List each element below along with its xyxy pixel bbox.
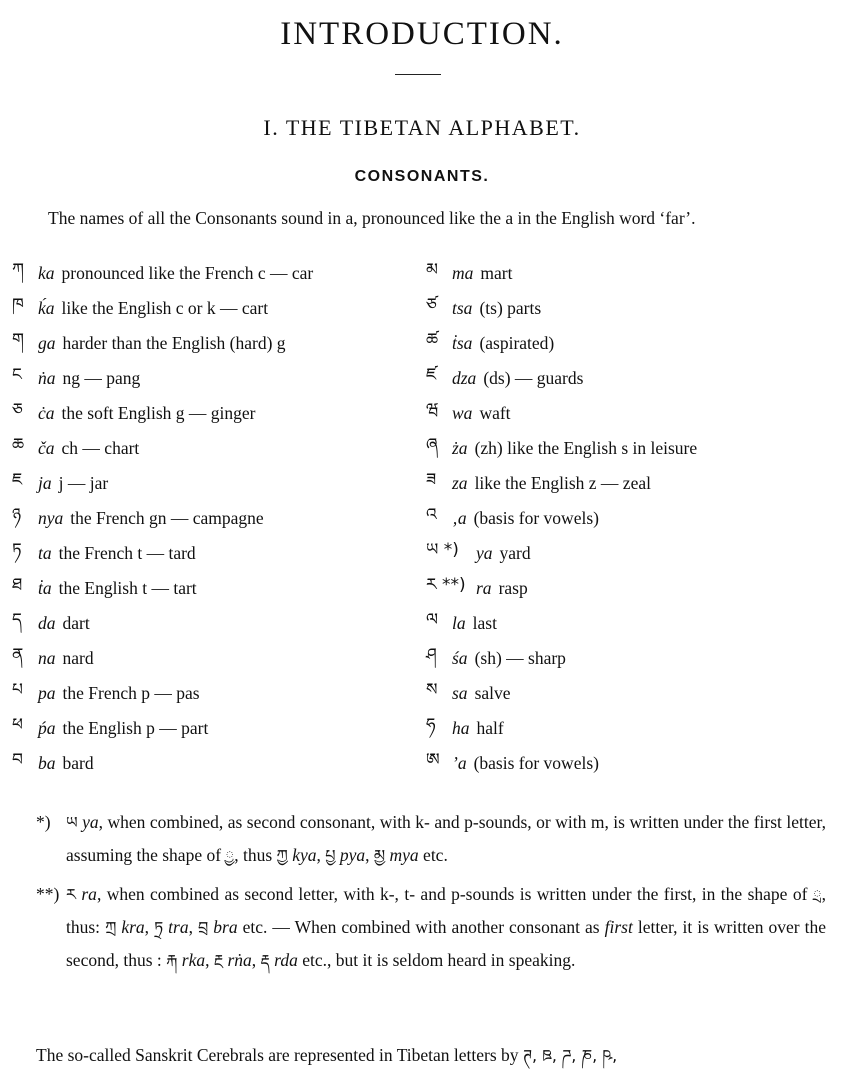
transliteration: za — [452, 473, 468, 493]
pronunciation: last — [472, 613, 497, 633]
pronunciation: (ds) — guards — [483, 368, 584, 388]
transliteration: ya — [82, 812, 99, 832]
tibetan-letter: ཇ — [12, 469, 23, 490]
tibetan-letter: ར — [66, 885, 76, 904]
transliteration: ḱa — [38, 298, 55, 318]
transliteration: kya — [292, 845, 317, 865]
transliteration: dza — [452, 368, 477, 388]
separator: , — [316, 845, 326, 865]
pronunciation: (aspirated) — [479, 333, 555, 353]
tibetan-letter: བ — [12, 749, 23, 770]
consonant-row — [12, 396, 422, 431]
transliteration: rda — [274, 950, 298, 970]
tibetan-letter: ཏ — [12, 539, 22, 560]
consonant-row — [12, 466, 422, 501]
transliteration: ta — [38, 543, 52, 563]
pronunciation: yard — [499, 543, 531, 563]
consonant-row — [12, 746, 422, 781]
section-title: I. THE TIBETAN ALPHABET. — [263, 115, 581, 140]
tibetan-letter: ཨ — [426, 749, 440, 770]
pronunciation: (sh) — sharp — [474, 648, 566, 668]
footnotes — [36, 806, 826, 983]
consonant-row — [426, 641, 836, 676]
transliteration: rṅa — [227, 950, 252, 970]
consonant-row — [426, 466, 836, 501]
transliteration: ha — [452, 718, 470, 738]
consonant-row — [426, 431, 836, 466]
pronunciation: the French gn — campagne — [70, 508, 264, 528]
footnote-text: letter, it is written over the second, thus : — [66, 917, 826, 970]
transliteration: ṫsa — [452, 333, 473, 353]
footnote-text: , thus: — [66, 884, 826, 937]
transliteration: sa — [452, 683, 468, 703]
tibetan-letter: ཡ *) — [426, 539, 459, 560]
tibetan-letter: ཟ — [426, 469, 437, 490]
tibetan-letter: ཉ — [12, 504, 22, 525]
transliteration: wa — [452, 403, 473, 423]
pronunciation: mart — [480, 263, 513, 283]
pronunciation: half — [476, 718, 504, 738]
tibetan-letter: ན — [12, 644, 24, 665]
pronunciation: the French p — pas — [62, 683, 200, 703]
pronunciation: waft — [479, 403, 511, 423]
footnote-text: etc. — When combined with another consonant as — [237, 917, 605, 937]
separator: , — [188, 917, 198, 937]
separator: , — [205, 950, 214, 970]
pronunciation: (ts) parts — [479, 298, 542, 318]
pronunciation: ng — pang — [62, 368, 141, 388]
consonant-row — [12, 326, 422, 361]
tibetan-letter: འ — [426, 504, 437, 525]
consonant-column-left — [12, 256, 422, 781]
transliteration: ’a — [452, 753, 467, 773]
tibetan-example: ཀྱ — [276, 846, 288, 865]
transliteration: pya — [339, 845, 366, 865]
cerebral-letters: ཊ, ཋ, ཌ, ཎ, ཥ, — [522, 1046, 618, 1065]
transliteration: ya — [476, 543, 493, 563]
pronunciation: rasp — [498, 578, 528, 598]
tibetan-example: མྱ — [373, 846, 386, 865]
separator: , — [251, 950, 261, 970]
pronunciation: (basis for vowels) — [473, 753, 599, 773]
consonant-row — [12, 676, 422, 711]
transliteration: ṅa — [38, 368, 56, 388]
tibetan-letter: ཐ — [12, 574, 23, 595]
pronunciation: salve — [474, 683, 511, 703]
consonant-row — [12, 641, 422, 676]
tibetan-example: བྲ — [198, 918, 209, 937]
consonant-row — [426, 571, 836, 606]
footnote-text: , when combined as second letter, with k-, t- and p-sounds is written under the first, in the shape of — [96, 884, 813, 904]
tibetan-letter: ག — [12, 329, 24, 350]
consonant-row — [426, 291, 836, 326]
emphasis: first — [604, 917, 633, 937]
pronunciation: j — jar — [58, 473, 109, 493]
tibetan-example: རྡ — [260, 951, 270, 970]
pronunciation: nard — [62, 648, 94, 668]
consonant-column-right — [426, 256, 836, 781]
tibetan-letter: ཡ — [66, 813, 78, 832]
cerebrals-line — [36, 1038, 836, 1083]
footnote-text: etc., but it is seldom heard in speaking. — [297, 950, 576, 970]
tibetan-example: རྐ — [166, 951, 178, 970]
transliteration: tsa — [452, 298, 473, 318]
footnote-marker: **) — [36, 884, 60, 904]
transliteration: ga — [38, 333, 56, 353]
pronunciation: (zh) like the English s in leisure — [474, 438, 698, 458]
transliteration: ja — [38, 473, 52, 493]
footnote-ya — [36, 806, 826, 872]
tibetan-example: ཏྲ — [154, 918, 164, 937]
tibetan-letter: ཆ — [12, 434, 25, 455]
transliteration: ča — [38, 438, 55, 458]
transliteration: ma — [452, 263, 474, 283]
transliteration: ṫa — [38, 578, 52, 598]
consonant-row — [426, 606, 836, 641]
consonant-row — [426, 746, 836, 781]
tibetan-letter: ཀ — [12, 259, 24, 280]
tibetan-letter: ད — [12, 609, 22, 630]
transliteration: mya — [389, 845, 419, 865]
pronunciation: ch — chart — [61, 438, 140, 458]
transliteration: tra — [168, 917, 189, 937]
footnote-text: , thus — [234, 845, 277, 865]
separator: , — [144, 917, 155, 937]
consonant-row — [426, 536, 836, 571]
tibetan-letter: ར **) — [426, 574, 466, 595]
tibetan-letter: ཞ — [426, 434, 438, 455]
pronunciation: pronounced like the French c — car — [61, 263, 314, 283]
consonant-row — [426, 711, 836, 746]
transliteration: ra — [81, 884, 97, 904]
transliteration: kra — [121, 917, 145, 937]
tibetan-example: རྔ — [213, 951, 224, 970]
tibetan-letter: མ — [426, 259, 438, 280]
pronunciation: the soft English g — ginger — [61, 403, 256, 423]
transliteration: nya — [38, 508, 64, 528]
consonant-row — [12, 361, 422, 396]
tibetan-letter: ཝ — [426, 399, 439, 420]
pronunciation: the French t — tard — [58, 543, 196, 563]
tibetan-letter: པ — [12, 679, 23, 700]
cerebrals-text: The so-called Sanskrit Cerebrals are represented in Tibetan letters by — [36, 1045, 523, 1065]
transliteration: śa — [452, 648, 468, 668]
transliteration: rka — [181, 950, 206, 970]
pronunciation: (basis for vowels) — [473, 508, 599, 528]
pronunciation: the English t — tart — [58, 578, 197, 598]
consonant-row — [426, 326, 836, 361]
pronunciation: the English p — part — [62, 718, 209, 738]
intro-paragraph: The names of all the Consonants sound in a, pronounced like the a in the English word ‘far’. — [48, 208, 696, 228]
pronunciation: dart — [62, 613, 90, 633]
consonant-row — [426, 256, 836, 291]
transliteration: ża — [452, 438, 468, 458]
consonant-row — [426, 396, 836, 431]
tibetan-letter: ང — [12, 364, 22, 385]
footnote-text: etc. — [418, 845, 448, 865]
footnote-marker: *) — [36, 812, 51, 832]
pronunciation: like the English c or k — cart — [61, 298, 269, 318]
transliteration: da — [38, 613, 56, 633]
transliteration: ka — [38, 263, 55, 283]
consonant-row — [12, 256, 422, 291]
tibetan-letter: ཙ — [426, 294, 437, 315]
tibetan-letter: ཕ — [12, 714, 23, 735]
transliteration: na — [38, 648, 56, 668]
transliteration: ra — [476, 578, 492, 598]
tibetan-letter: ཧ — [426, 714, 436, 735]
consonant-row — [12, 536, 422, 571]
tibetan-letter: ཤ — [426, 644, 437, 665]
tibetan-letter: ཁ — [12, 294, 24, 315]
consonant-row — [426, 361, 836, 396]
subsection-title: CONSONANTS. — [354, 168, 490, 185]
tibetan-letter: ལ — [426, 609, 439, 630]
transliteration: ċa — [38, 403, 55, 423]
transliteration: bra — [213, 917, 238, 937]
subscript-shape: ྱ — [225, 846, 235, 865]
transliteration: pa — [38, 683, 56, 703]
page-title: INTRODUCTION. — [280, 16, 564, 52]
tibetan-letter: ས — [426, 679, 438, 700]
footnote-text: , when combined, as second consonant, with k- and p-sounds, or with m, is written under the first letter, assuming the shape of — [66, 812, 826, 865]
transliteration: ṕa — [38, 718, 56, 738]
transliteration: ‚a — [452, 508, 467, 528]
pronunciation: harder than the English (hard) g — [62, 333, 286, 353]
consonant-row — [426, 676, 836, 711]
consonant-row — [12, 501, 422, 536]
tibetan-example: ཀྲ — [105, 918, 117, 937]
tibetan-letter: ཛ — [426, 364, 437, 385]
separator: , — [365, 845, 374, 865]
tibetan-letter: ཚ — [426, 329, 439, 350]
tibetan-letter: ཅ — [12, 399, 23, 420]
pronunciation: bard — [62, 753, 94, 773]
consonant-row — [12, 711, 422, 746]
consonant-row — [12, 606, 422, 641]
title-divider — [395, 74, 441, 75]
pronunciation: like the English z — zeal — [474, 473, 651, 493]
footnote-ra — [36, 878, 826, 977]
subscript-shape: ྲ — [812, 885, 822, 904]
tibetan-example: པྱ — [325, 846, 336, 865]
consonant-row — [426, 501, 836, 536]
consonant-row — [12, 431, 422, 466]
consonant-row — [12, 291, 422, 326]
transliteration: la — [452, 613, 466, 633]
consonant-row — [12, 571, 422, 606]
transliteration: ba — [38, 753, 56, 773]
